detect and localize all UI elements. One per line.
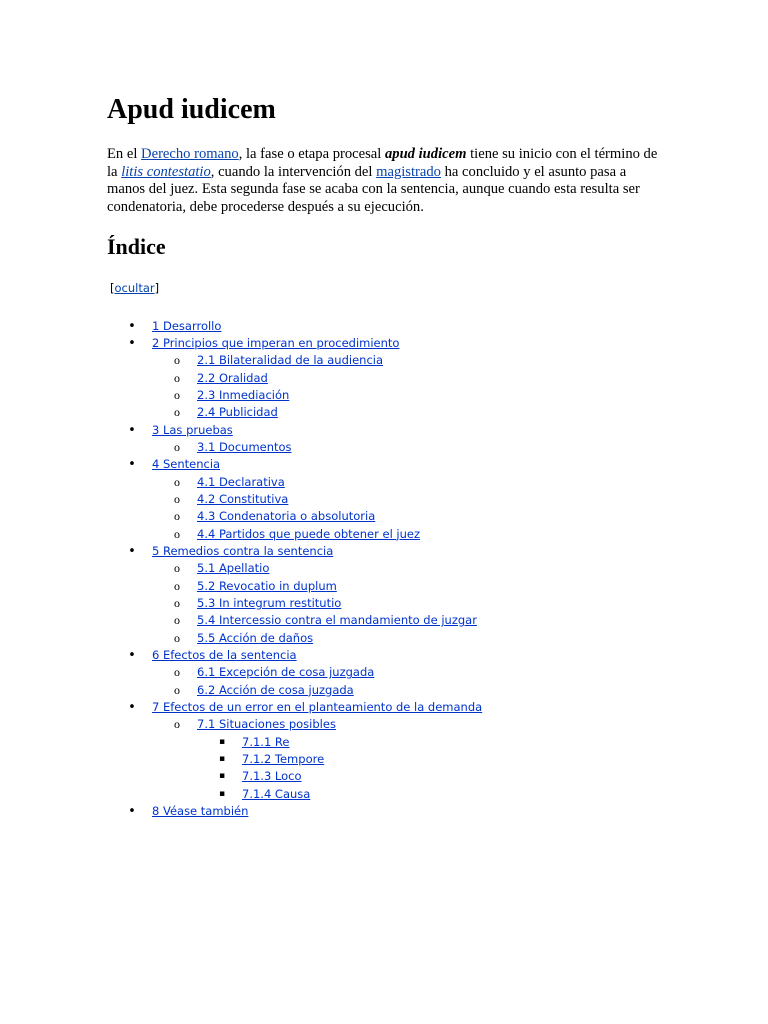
toc-link[interactable]: 6.1 Excepción de cosa juzgada xyxy=(197,665,375,680)
toc-link[interactable]: 5 Remedios contra la sentencia xyxy=(152,543,334,558)
toc-link[interactable]: 7.1.2 Tempore xyxy=(242,752,325,767)
bullet-disc: • xyxy=(128,700,136,716)
bullet-disc: • xyxy=(128,335,136,351)
toc-item xyxy=(107,803,482,820)
page-title: Apud iudicem xyxy=(107,94,276,125)
bullet-circle: o xyxy=(174,561,180,576)
toc-subsubitem xyxy=(107,734,482,751)
bullet-circle: o xyxy=(174,405,180,420)
toc-list xyxy=(107,318,482,821)
toc-link[interactable]: 4.3 Condenatoria o absolutoria xyxy=(197,509,376,524)
toc-subitem xyxy=(107,595,482,612)
toc-link[interactable]: 3 Las pruebas xyxy=(152,422,233,437)
link-litis-contestatio[interactable] xyxy=(121,164,211,180)
bullet-disc: • xyxy=(128,804,136,820)
toc-subitem xyxy=(107,682,482,699)
bullet-circle: o xyxy=(174,474,180,489)
intro-text: ha concluido y el asunto pasa a manos del juez. Esta segunda fase se acaba con la sentencia, aunque cuando esta resulta ser condenatoria, debe procederse después a su ejecución. xyxy=(107,163,640,215)
bullet-disc: • xyxy=(128,648,136,664)
toc-item xyxy=(107,422,482,439)
toc-link[interactable]: 3.1 Documentos xyxy=(197,439,292,454)
toc-link[interactable]: 5.4 Intercessio contra el mandamiento de juzgar xyxy=(197,613,477,628)
toc-item xyxy=(107,456,482,473)
link-litis-contestatio-label: litis contestatio xyxy=(121,163,211,180)
toc-link[interactable]: 2.1 Bilateralidad de la audiencia xyxy=(197,353,384,368)
toc-toggle xyxy=(110,280,159,296)
bullet-square: ▪ xyxy=(218,754,226,765)
toc-subsubitem xyxy=(107,786,482,803)
toc-link[interactable]: 7 Efectos de un error en el planteamiento de la demanda xyxy=(152,700,483,715)
bullet-disc: • xyxy=(128,318,136,334)
bullet-circle: o xyxy=(174,526,180,541)
intro-text: , la fase o etapa procesal xyxy=(238,146,385,162)
toc-subitem xyxy=(107,491,482,508)
toc-item xyxy=(107,318,482,335)
toc-link[interactable]: 5.2 Revocatio in duplum xyxy=(197,578,337,593)
toc-item xyxy=(107,699,482,716)
toc-link[interactable]: 6.2 Acción de cosa juzgada xyxy=(197,682,354,697)
toc-link[interactable]: 7.1.3 Loco xyxy=(242,769,302,784)
toc-subitem xyxy=(107,612,482,629)
intro-text: , cuando la intervención del xyxy=(210,163,377,180)
toc-subitem xyxy=(107,526,482,543)
toc-subitem xyxy=(107,404,482,421)
bullet-square: ▪ xyxy=(218,788,226,799)
link-derecho-romano[interactable]: Derecho romano xyxy=(141,146,239,162)
bullet-circle: o xyxy=(174,717,180,732)
bullet-circle: o xyxy=(174,387,180,402)
bullet-circle: o xyxy=(174,353,180,368)
bullet-circle: o xyxy=(174,370,180,385)
bullet-circle: o xyxy=(174,630,180,645)
toc-subsubitem xyxy=(107,768,482,785)
toc-link[interactable]: 4.4 Partidos que puede obtener el juez xyxy=(197,526,421,541)
bullet-circle: o xyxy=(174,682,180,697)
bullet-circle: o xyxy=(174,578,180,593)
toc-link[interactable]: 7.1 Situaciones posibles xyxy=(197,717,336,732)
toc-link[interactable]: 4.1 Declarativa xyxy=(197,474,285,489)
bullet-disc: • xyxy=(128,422,136,438)
toc-link[interactable]: 2.4 Publicidad xyxy=(197,405,278,420)
toc-link[interactable]: 2.3 Inmediación xyxy=(197,387,290,402)
toc-subitem xyxy=(107,508,482,525)
toc-subitem xyxy=(107,474,482,491)
toc-link[interactable]: 4 Sentencia xyxy=(152,457,221,472)
toc-link[interactable]: 2.2 Oralidad xyxy=(197,370,268,385)
link-magistrado[interactable]: magistrado xyxy=(376,163,441,180)
toc-subitem xyxy=(107,578,482,595)
toc-subitem xyxy=(107,716,482,733)
toc-subitem xyxy=(107,439,482,456)
intro-text: tiene su inicio con el término de la xyxy=(107,146,658,180)
toc-link[interactable]: 2 Principios que imperan en procedimiento xyxy=(152,335,400,350)
bold-term: apud iudicem xyxy=(384,146,467,162)
bullet-circle: o xyxy=(174,509,180,524)
toc-item xyxy=(107,543,482,560)
bullet-circle: o xyxy=(174,665,180,680)
toc-link[interactable]: 7.1.1 Re xyxy=(242,734,290,749)
toc-subsubitem xyxy=(107,751,482,768)
toc-link[interactable]: 5.1 Apellatio xyxy=(197,561,270,576)
intro-paragraph xyxy=(107,146,667,216)
bullet-disc: • xyxy=(128,543,136,559)
toc-subitem xyxy=(107,387,482,404)
toggle-bracket-close: ] xyxy=(154,281,160,295)
bullet-square: ▪ xyxy=(218,736,226,747)
bullet-circle: o xyxy=(174,491,180,506)
toc-subitem xyxy=(107,560,482,577)
toc-link[interactable]: 6 Efectos de la sentencia xyxy=(152,648,297,663)
hide-toc-link[interactable]: ocultar xyxy=(114,281,155,295)
toc-subitem xyxy=(107,664,482,681)
toc-subitem xyxy=(107,370,482,387)
bullet-circle: o xyxy=(174,613,180,628)
toggle-bracket-open: [ xyxy=(110,281,115,295)
toc-link[interactable]: 8 Véase también xyxy=(152,804,249,819)
intro-text: En el xyxy=(107,146,142,162)
toc-link[interactable]: 5.3 In integrum restitutio xyxy=(197,596,342,610)
toc-subitem xyxy=(107,352,482,369)
toc-link[interactable]: 5.5 Acción de daños xyxy=(197,630,314,645)
toc-link[interactable]: 7.1.4 Causa xyxy=(242,786,311,801)
bullet-square: ▪ xyxy=(218,771,226,782)
toc-item xyxy=(107,647,482,664)
toc-item xyxy=(107,335,482,352)
toc-link[interactable]: 4.2 Constitutiva xyxy=(197,491,289,506)
bullet-disc: • xyxy=(128,457,136,473)
toc-heading: Índice xyxy=(107,234,166,259)
toc-subitem xyxy=(107,630,482,647)
toc-link[interactable]: 1 Desarrollo xyxy=(152,318,222,333)
bullet-circle: o xyxy=(174,596,180,610)
bullet-circle: o xyxy=(174,439,180,454)
